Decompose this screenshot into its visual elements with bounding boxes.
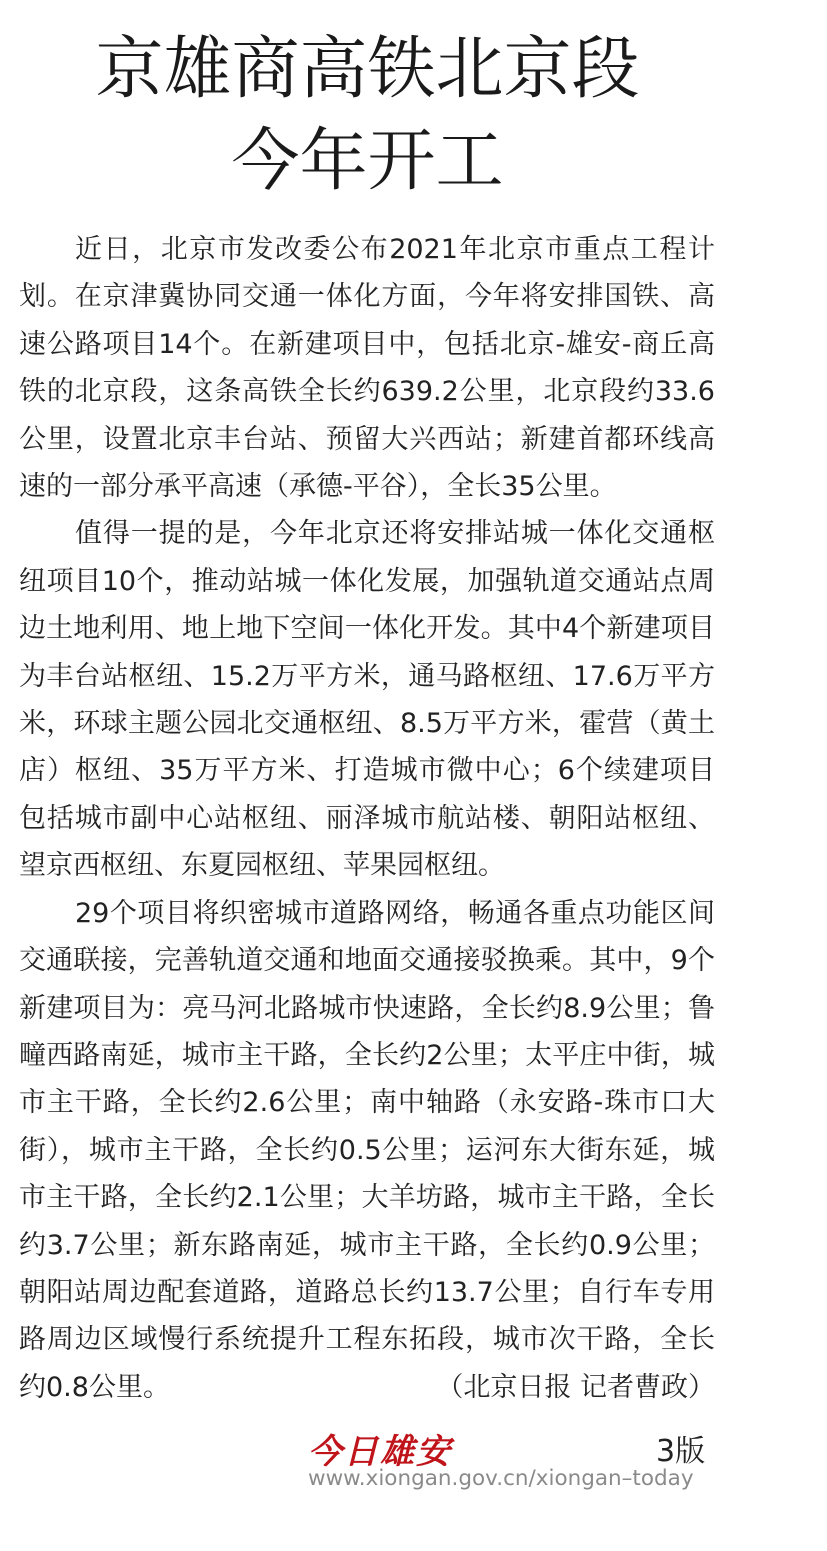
article-paragraph-1: 近日，北京市发改委公布2021年北京市重点工程计划。在京津冀协同交通一体化方面，今年将安排国铁、高速公路项目14个。在新建项目中，包括北京-雄安-商丘高铁的北京段，这条高铁全长约639.2公里，北京段约33.6公里，设置北京丰台站、预留大兴西站；新建首都环线高速的一部分承平高速（承德-平谷），全长35公里。 <box>19 234 715 503</box>
article-body <box>19 226 715 1411</box>
article-paragraph-3-text: 29个项目将织密城市道路网络，畅通各重点功能区间交通联接，完善轨道交通和地面交通接驳换乘。其中，9个新建项目为：亮马河北路城市快速路，全长约8.9公里；鲁疃西路南延，城市主干路，全长约2公里；太平庄中街，城市主干路，全长约2.6公里；南中轴路（永安路-珠市口大街），城市主干路，全长约0.5公里；运河东大街东延，城市主干路，全长约2.1公里；大羊坊路，城市主干路，全长约3.7公里；新东路南延，城市主干路，全长约0.9公里；朝阳站周边配套道路，道路总长约13.7公里；自行车专用路周边区域慢行系统提升工程东拓段，城市次干路，全长约0.8公里。 <box>19 897 715 1403</box>
article-paragraph-3 <box>19 890 715 1411</box>
footer-url: www.xiongan.gov.cn/xiongan–today <box>308 1466 694 1491</box>
byline: （北京日报 记者曹政） <box>436 1371 715 1403</box>
article-paragraph-2: 值得一提的是，今年北京还将安排站城一体化交通枢纽项目10个，推动站城一体化发展，加强轨道交通站点周边土地利用、地上地下空间一体化开发。其中4个新建项目为丰台站枢纽、15.2万平方米，通马路枢纽、17.6万平方米，环球主题公园北交通枢纽、8.5万平方米，霍营（黄土店）枢纽、35万平方米、打造城市微中心；6个续建项目包括城市副中心站枢纽、丽泽城市航站楼、朝阳站枢纽、望京西枢纽、东夏园枢纽、苹果园枢纽。 <box>19 518 715 882</box>
newspaper-logo: 今日雄安 <box>308 1432 452 1472</box>
page-number: 3版 <box>656 1434 706 1469</box>
headline-line-1: 京雄商高铁北京段 <box>95 30 640 109</box>
headline-line-2: 今年开工 <box>231 122 504 201</box>
